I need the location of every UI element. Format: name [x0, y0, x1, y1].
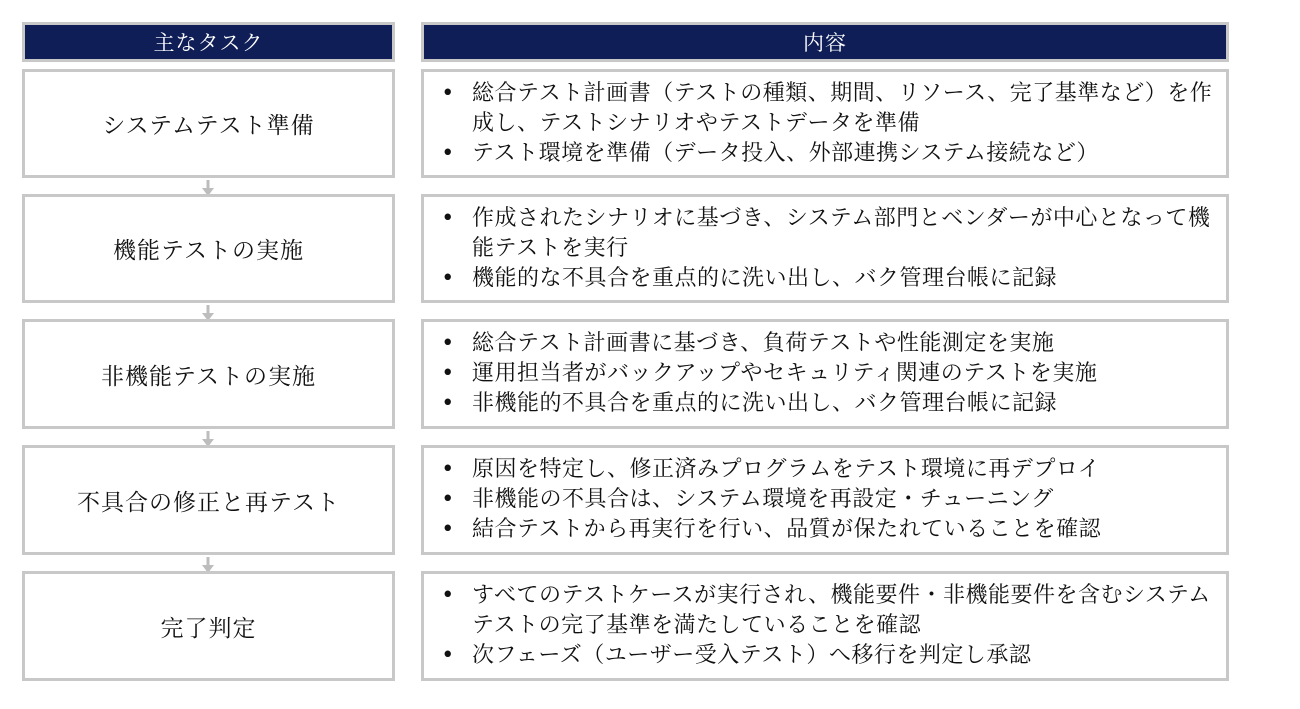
- detail-box-functional-test: [421, 194, 1229, 303]
- bullet-text: 運用担当者がバックアップやセキュリティ関連のテストを実施: [472, 361, 1098, 386]
- bullet-text: 次フェーズ（ユーザー受入テスト）へ移行を判定し承認: [472, 643, 1032, 668]
- bullet-item: [436, 515, 1216, 545]
- task-box-bugfix-retest: 不具合の修正と再テスト: [22, 445, 395, 555]
- bullet-item: [436, 329, 1216, 359]
- bullet-icon: •: [441, 331, 455, 356]
- column-header-details: 内容: [421, 22, 1229, 62]
- detail-box-completion-judgment: [421, 571, 1229, 681]
- column-header-main-tasks: 主なタスク: [22, 22, 395, 62]
- bullet-icon: •: [441, 487, 455, 512]
- bullet-text: 非機能的不具合を重点的に洗い出し、バク管理台帳に記録: [472, 391, 1058, 416]
- bullet-item: [436, 389, 1216, 419]
- bullet-icon: •: [441, 643, 455, 668]
- bullet-item: [436, 79, 1216, 139]
- bullet-text: 非機能の不具合は、システム環境を再設定・チューニング: [472, 487, 1054, 512]
- bullet-list: [436, 79, 1216, 169]
- bullet-icon: •: [441, 457, 455, 482]
- bullet-icon: •: [441, 583, 455, 608]
- bullet-list: [436, 455, 1216, 545]
- bullet-list: [436, 581, 1216, 671]
- task-box-nonfunctional-test: 非機能テストの実施: [22, 319, 395, 429]
- bullet-list: [436, 329, 1216, 419]
- detail-box-system-test-prep: [421, 69, 1229, 178]
- bullet-item: [436, 264, 1216, 294]
- bullet-item: [436, 455, 1216, 485]
- bullet-item: [436, 359, 1216, 389]
- bullet-icon: •: [441, 361, 455, 386]
- bullet-text: すべてのテストケースが実行され、機能要件・非機能要件を含むシステムテストの完了基準を満たしていることを確認: [472, 583, 1211, 638]
- bullet-text: 総合テスト計画書に基づき、負荷テストや性能測定を実施: [472, 331, 1055, 356]
- bullet-item: [436, 581, 1216, 641]
- task-box-system-test-prep: システムテスト準備: [22, 69, 395, 178]
- bullet-text: テスト環境を準備（データ投入、外部連携システム接続など）: [472, 140, 1099, 166]
- bullet-item: [436, 485, 1216, 515]
- bullet-icon: •: [441, 205, 455, 231]
- bullet-text: 結合テストから再実行を行い、品質が保たれていることを確認: [472, 517, 1102, 542]
- task-box-completion-judgment: 完了判定: [22, 571, 395, 681]
- bullet-icon: •: [441, 517, 455, 542]
- bullet-text: 作成されたシナリオに基づき、システム部門とベンダーが中心となって機能テストを実行: [472, 205, 1211, 261]
- bullet-icon: •: [441, 391, 455, 416]
- bullet-text: 総合テスト計画書（テストの種類、期間、リソース、完了基準など）を作成し、テストシナリオやテストデータを準備: [472, 80, 1213, 136]
- bullet-item: [436, 641, 1216, 671]
- task-box-functional-test: 機能テストの実施: [22, 194, 395, 303]
- detail-box-bugfix-retest: [421, 445, 1229, 555]
- bullet-icon: •: [441, 265, 455, 291]
- bullet-text: 原因を特定し、修正済みプログラムをテスト環境に再デプロイ: [472, 457, 1101, 482]
- bullet-icon: •: [441, 140, 455, 166]
- bullet-list: [436, 204, 1216, 294]
- bullet-icon: •: [441, 80, 455, 106]
- bullet-text: 機能的な不具合を重点的に洗い出し、バク管理台帳に記録: [472, 265, 1058, 291]
- detail-box-nonfunctional-test: [421, 319, 1229, 429]
- bullet-item: [436, 204, 1216, 264]
- bullet-item: [436, 139, 1216, 169]
